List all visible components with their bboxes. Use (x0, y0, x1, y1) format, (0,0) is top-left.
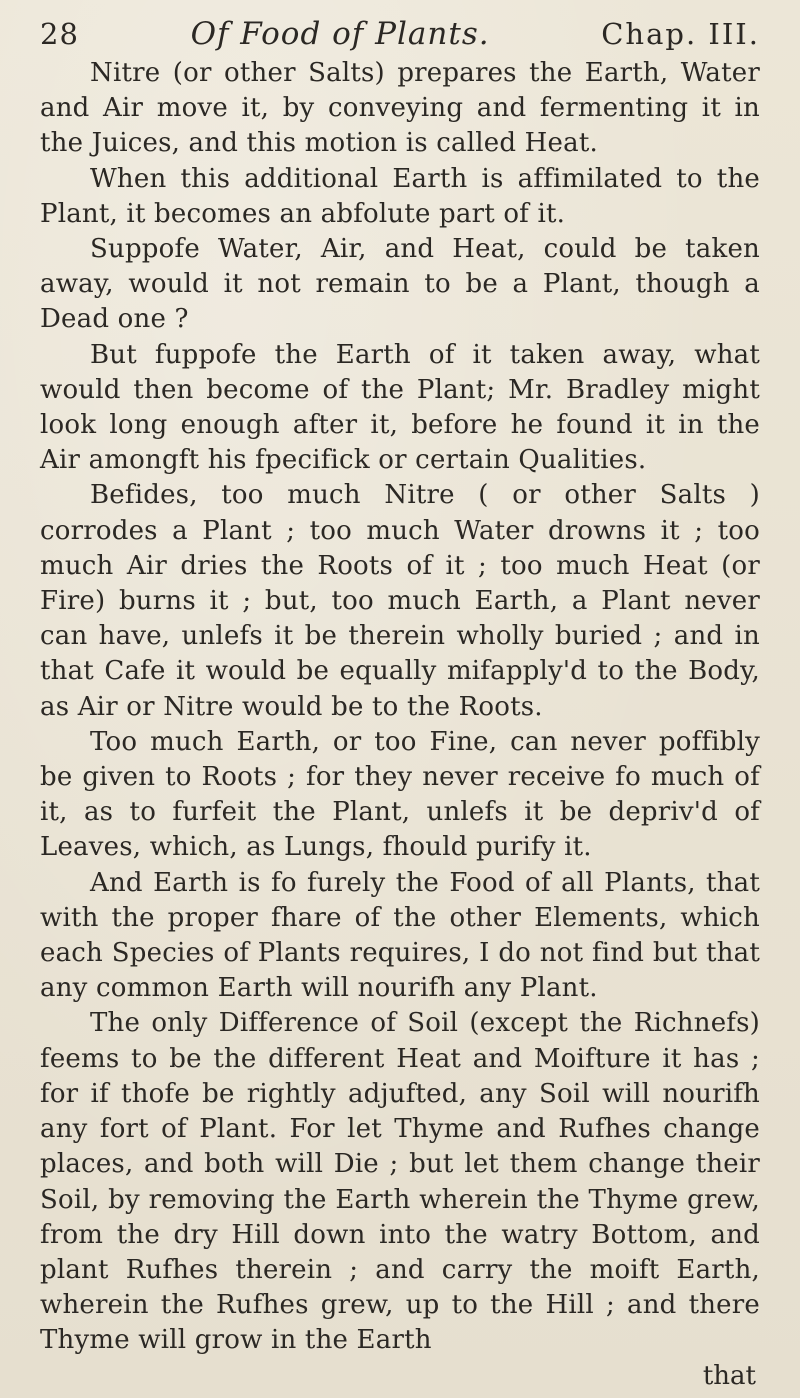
running-head (40, 14, 760, 54)
paragraph: When this additional Earth is affimilated to the Plant, it becomes an abfolute part of it. (40, 163, 760, 229)
chapter-label: Chap. III. (601, 17, 760, 51)
paragraph: Too much Earth, or too Fine, can never poffibly be given to Roots ; for they never receive fo much of it, as to furfeit the Plant, unlefs it be depriv'd of Leaves, which, as Lungs, fhould purify it. (40, 726, 760, 863)
page-number: 28 (40, 17, 79, 51)
paragraph: Befides, too much Nitre ( or other Salts ) corrodes a Plant ; too much Water drowns it ; too much Air dries the Roots of it ; too much Heat (or Fire) burns it ; but, too much Earth, a Plant never can have, unlefs it be therein wholly buried ; and in that Cafe it would be equally mifapply'd to the Body, as Air or Nitre would be to the Roots. (40, 480, 760, 722)
paragraph: Nitre (or other Salts) prepares the Earth, Water and Air move it, by conveying and fermenting it in the Juices, and this motion is called Heat. (40, 58, 760, 159)
paragraph: Suppofe Water, Air, and Heat, could be taken away, would it not remain to be a Plant, though a Dead one ? (40, 234, 760, 335)
body-text (40, 56, 760, 1359)
catchword: that (702, 1360, 756, 1391)
paragraph: But fuppofe the Earth of it taken away, what would then become of the Plant; Mr. Bradley might look long enough after it, before he found it in the Air amongft his fpecifick or certain Qualities. (40, 339, 760, 476)
running-title: Of Food of Plants. (190, 16, 490, 52)
paragraph: The only Difference of Soil (except the Richnefs) feems to be the different Heat and Moifture it has ; for if thofe be rightly adjufted, any Soil will nourifh any fort of Plant. For let Thyme and Rufhes change places, and both will Die ; but let them change their Soil, by removing the Earth wherein the Thyme grew, from the dry Hill down into the watry Bottom, and plant Rufhes therein ; and carry the moift Earth, wherein the Rufhes grew, up to the Hill ; and there Thyme will grow in the Earth (40, 1008, 760, 1356)
paragraph: And Earth is fo furely the Food of all Plants, that with the proper fhare of the other Elements, which each Species of Plants requires, I do not find but that any common Earth will nourifh any Plant. (40, 867, 760, 1004)
